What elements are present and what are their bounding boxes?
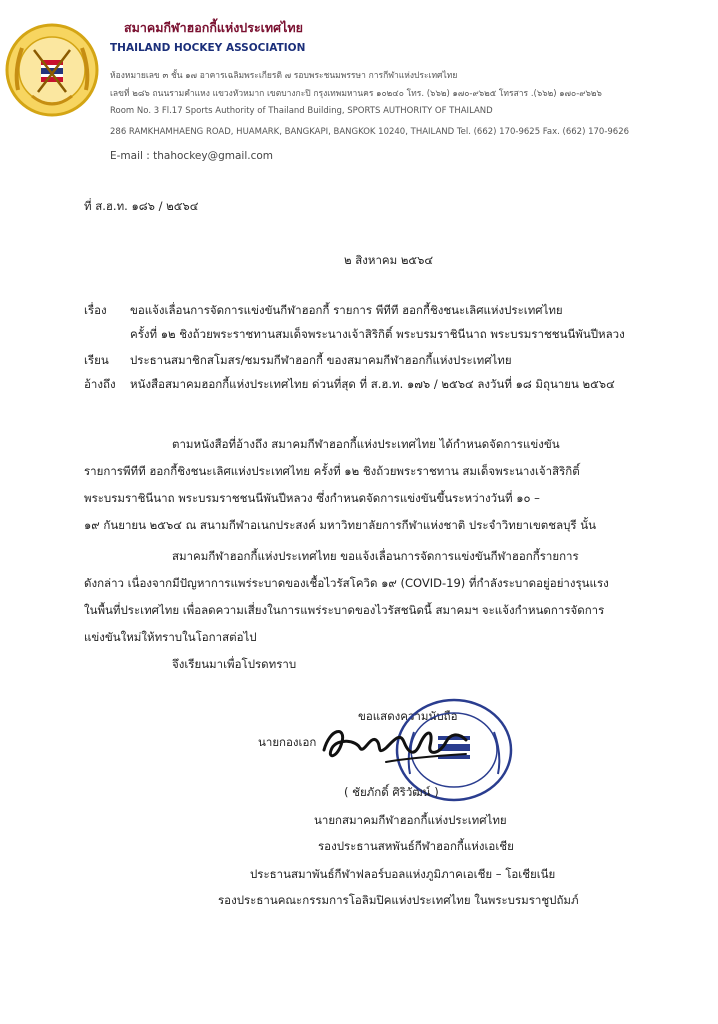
closing-line: จึงเรียนมาเพื่อโปรดทราบ [172, 657, 297, 671]
email: E-mail : thahockey@gmail.com [110, 150, 273, 162]
paragraph-line: ในพื้นที่ประเทศไทย เพื่อลดความเสี่ยงในการแพร่ระบาดของไวรัสชนิดนี้ สมาคมฯ จะแจ้งกำหนดการจัดการ [84, 603, 605, 617]
subject-label: เรื่อง [84, 303, 107, 317]
address-th-line1: ห้องหมายเลข ๓ ชั้น ๑๗ อาคารเฉลิมพระเกียรติ ๗ รอบพระชนมพรรษา การกีฬาแห่งประเทศไทย [110, 71, 458, 81]
paragraph-line: รายการพีทีที ฮอกกี้ชิงชนะเลิศแห่งประเทศไทย ครั้งที่ ๑๒ ชิงถ้วยพระราชทาน สมเด็จพระนางเจ้าสิริกิติ์ [84, 464, 580, 478]
signatory-rank: นายกองเอก [258, 735, 317, 749]
paragraph-line: สมาคมกีฬาฮอกกี้แห่งประเทศไทย ขอแจ้งเลื่อนการจัดการแข่งขันกีฬาฮอกกี้รายการ [172, 549, 579, 563]
association-logo [4, 20, 100, 120]
address-en-line1: Room No. 3 Fl.17 Sports Authority of Thailand Building, SPORTS AUTHORITY OF THAILAND [110, 106, 493, 116]
subject-line-2: ครั้งที่ ๑๒ ชิงถ้วยพระราชทานสมเด็จพระนางเจ้าสิริกิติ์ พระบรมราชินีนาถ พระบรมราชชนนีพันปีหลวง [130, 327, 625, 341]
address-th-line2: เลขที่ ๒๘๖ ถนนรามคำแหง แขวงหัวหมาก เขตบางกะปิ กรุงเทพมหานคร ๑๐๒๔๐ โทร. (๖๖๒) ๑๗๐-๙๖๒๕ โทรสาร .(๖๖๒) ๑๗๐-๙๖๒๖ [110, 89, 602, 99]
org-name-th: สมาคมกีฬาฮอกกี้แห่งประเทศไทย [124, 20, 303, 35]
signatory-title-2: รองประธานสหพันธ์กีฬาฮอกกี้แห่งเอเชีย [318, 839, 514, 853]
signatory-title-4: รองประธานคณะกรรมการโอลิมปิคแห่งประเทศไทย ในพระบรมราชูปถัมภ์ [218, 893, 579, 907]
signatory-name: ( ชัยภักดิ์ ศิริวัฒน์ ) [344, 785, 439, 799]
recipient: ประธานสมาชิกสโมสร/ชมรมกีฬาฮอกกี้ ของสมาคมกีฬาฮอกกี้แห่งประเทศไทย [130, 353, 512, 367]
paragraph-line: ดังกล่าว เนื่องจากมีปัญหาการแพร่ระบาดของเชื้อไวรัสโควิด ๑๙ (COVID-19) ที่กำลังระบาดอยู่อย่างรุนแรง [84, 576, 609, 590]
signatory-title-1: นายกสมาคมกีฬาฮอกกี้แห่งประเทศไทย [314, 813, 507, 827]
address-en-line2: 286 RAMKHAMHAENG ROAD, HUAMARK, BANGKAPI, BANGKOK 10240, THAILAND Tel. (662) 170-9625 Fax. (662) 170-9626 [110, 127, 630, 137]
paragraph-line: ตามหนังสือที่อ้างถึง สมาคมกีฬาฮอกกี้แห่งประเทศไทย ได้กำหนดจัดการแข่งขัน [172, 437, 560, 451]
letter-date: ๒ สิงหาคม ๒๕๖๔ [344, 253, 434, 267]
reference-number: ที่ ส.ฮ.ท. ๑๘๖ / ๒๕๖๔ [84, 199, 199, 213]
regards: ขอแสดงความนับถือ [358, 709, 458, 723]
subject-line-1: ขอแจ้งเลื่อนการจัดการแข่งขันกีฬาฮอกกี้ รายการ พีทีที ฮอกกี้ชิงชนะเลิศแห่งประเทศไทย [130, 303, 563, 317]
org-name-en: THAILAND HOCKEY ASSOCIATION [110, 42, 306, 54]
handwritten-signature [316, 718, 476, 770]
paragraph-line: ๑๙ กันยายน ๒๕๖๔ ณ สนามกีฬาอเนกประสงค์ มหาวิทยาลัยการกีฬาแห่งชาติ ประจำวิทยาเขตชลบุรี นั้น [84, 518, 596, 532]
paragraph-line: แข่งขันใหม่ให้ทราบในโอกาสต่อไป [84, 630, 257, 644]
reference-label: อ้างถึง [84, 377, 116, 391]
to-label: เรียน [84, 353, 109, 367]
signatory-title-3: ประธานสมาพันธ์กีฬาฟลอร์บอลแห่งภูมิภาคเอเชีย – โอเชียเนีย [250, 867, 556, 881]
paragraph-line: พระบรมราชินีนาถ พระบรมราชชนนีพันปีหลวง ซึ่งกำหนดจัดการแข่งขันขึ้นระหว่างวันที่ ๑๐ – [84, 491, 540, 505]
reference-document: หนังสือสมาคมฮอกกี้แห่งประเทศไทย ด่วนที่สุด ที่ ส.ฮ.ท. ๑๗๖ / ๒๕๖๔ ลงวันที่ ๑๘ มิถุนายน ๒๕๖๔ [130, 377, 615, 391]
